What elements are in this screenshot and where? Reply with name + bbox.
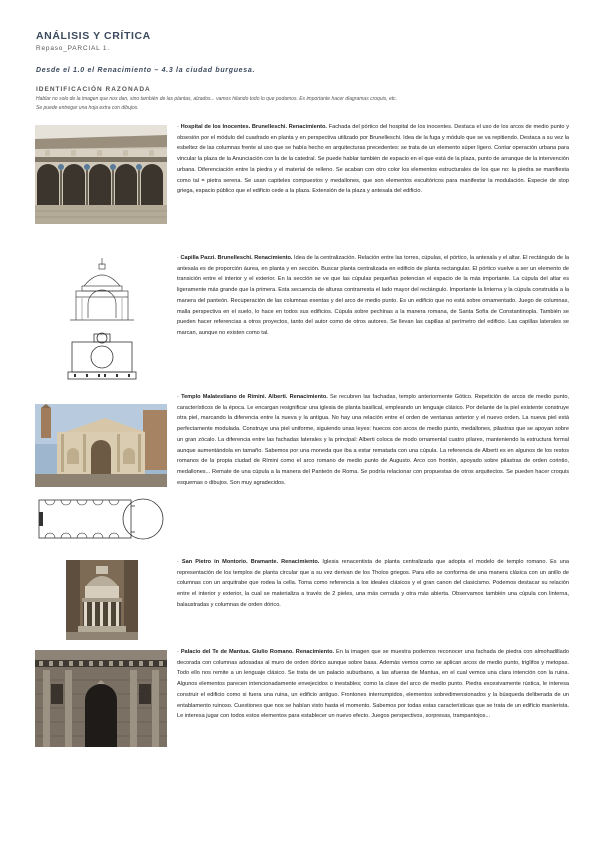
entry-text: Fachada del pórtico del hospital de los inocentes. Destaca el uso de los arcos de medio punto y obsesión por el módulo del cuadrado en planta y en perspectiva utilizado por Brunelleschi. Idea de la fuga y módulo que se va repitiendo. Destaca a su vez la esbeltez de las columnas frente al uso que se había hecho en arquitecturas precedentes: se trata de un elemento súper ligero. Contar operación urbana para vincular la plaza de la Anunciación con la de la catedral. Se puede hablar también de espacio en el que está de la plaza, punto de arranque de la intervención urbana. Diferenciación entre la piedra y el material de relleno. Se acaban con otro color los elementos estructurales de los que no: la piedra se manifiesta como tal = pietra serena. Se usan capiteles compuestos y medallones, que son elementos escultóricos para manifestar la modulación. Especie de stop griega, espacio público que el edificio cede a la plaza. Extensión de la plaza y antesala del edificio.: [177, 124, 570, 195]
entry-lead: Capilla Pazzi. Brunelleschi. Renacimiento.: [180, 255, 293, 261]
capilla-pazzi-section-drawing: [66, 256, 138, 326]
section-heading: Desde el 1.0 el Renacimiento – 4.3 la ciudad burguesa.: [36, 67, 256, 74]
capilla-pazzi-plan-drawing: [66, 330, 138, 382]
palacio-del-te-photo: [35, 650, 167, 747]
entry-text: En la imagen que se muestra podemos reconocer una fachada de piedra con almohadillado decorada con columnas adosadas al muro de orden dórico aunque sobre basa. Además vemos como se aplican arcos de medio punto, triglifos y metopas. Todo ello nos remite a un lenguaje clásico. Se trata de un palacio suburbano, a las afueras de Mantua, en el cual vemos una clara intención con la ruina. Algunos elementos parecen intencionadamente envejecidos o inestables; como la clave del arco de medio punto. Piedra excesivamente rústica, le interesa construir el edificio como si fuera una ruina, un edificio antiguo. Frontones interrumpidos, elementos sobredimensionados y la búsqueda deliberada de un entablamento ruinoso. Cuestiones que nos se habían visto hasta el momento. Sabemos por todas estas características que se trata de un edificio manierista. Le interesa jugar con todos estos elementos para establecer un nuevo efecto. Juegos perspectivos, sorpresas, trampantojos...: [177, 649, 569, 720]
entry-templo-malatestiano: · Templo Malatestiano de Rímini. Alberti. Renacimiento. Se recubren las fachadas, templo anteriormente Gótico. Repetición de arcos de medio punto, característicos de la época. Le encargan resignificar una iglesia de planta basilical, empleando un lenguaje clásico. Por delante de la piel existente construye otra piel, marcando la diferencia entre la nueva y la antigua. No hay una relación entre el orden de ventanas anterior y el nuevo orden. La nueva piel está perfectamente modulada. Construye una piel uniforme, siguiendo unas leyes: huecos con arcos de medio punto, medallones, pilastras que se apoyan sobre un gran zócalo. La diferencia entre las fachadas laterales y la principal: Alberti coloca de modo ornamental cuatro pilares, manteniendo la estructura formal aunque aumentándola en tamaño. Sabemos por una moneda que iba a estar rematada con una cúpula. La referencia de Alberti es en algunos de los restos romanos de la propia ciudad de Rímini como el arco romano de medio punto de Augusto. Arco con frontón, apoyado sobre pilastras de orden corintio, medallones... Remate de una cúpula a la manera del Panteón de Roma. Se podría relacionar con propuestas de otros arquitectos. Se pueden hacer croquis esquemas o dibujos. Son muy agradecidos.: [177, 394, 569, 486]
method-heading: IDENTIFICACIÓN RAZONADA: [36, 86, 151, 93]
entry-lead: Templo Malatestiano de Rímini. Alberti. Renacimiento.: [181, 394, 328, 400]
entry-lead: Palacio del Te de Mantua. Giulio Romano. Renacimiento.: [180, 649, 335, 655]
templo-malatestiano-photo: [35, 404, 167, 487]
entry-palacio-del-te: · Palacio del Te de Mantua. Giulio Romano. Renacimiento. En la imagen que se muestra podemos reconocer una fachada de piedra con almohadillado decorada con columnas adosadas al muro de orden dórico aunque sobre basa. Además vemos como se aplican arcos de medio punto, triglifos y metopas. Todo ello nos remite a un lenguaje clásico. Se trata de un palacio suburbano, a las afueras de Mantua, en el cual vemos una clara intención con la ruina. Algunos elementos parecen intencionadamente envejecidos o inestables; como la clave del arco de medio punto. Piedra excesivamente rústica, le interesa construir el edificio como si fuera una ruina, un edificio antiguo. Frontones interrumpidos, elementos sobredimensionados y la búsqueda deliberada de un entablamento ruinoso. Cuestiones que nos se habían visto hasta el momento. Sabemos por todas estas características que se trata de un edificio manierista. Le interesa jugar con todos estos elementos para establecer un nuevo efecto. Juegos perspectivos, sorpresas, trampantojos...: [177, 649, 569, 720]
page-subtitle: Repaso_PARCIAL 1.: [36, 45, 110, 52]
entry-hospital-inocentes: · Hospital de los Inocentes. Brunelleschi. Renacimiento. Fachada del pórtico del hospital de los inocentes. Destaca el uso de los arcos de medio punto y obsesión por el módulo del cuadrado en planta y en perspectiva utilizado por Brunelleschi. Idea de la fuga y módulo que se va repitiendo. Destaca a su vez la esbeltez de las columnas frente al uso que se había hecho en arquitecturas precedentes: se trata de un elemento súper ligero. Contar operación urbana para vincular la plaza de la Anunciación con la de la catedral. Se puede hablar también de espacio en el que está de la plaza, punto de arranque de la intervención urbana. Diferenciación entre la piedra y el material de relleno. Se acaban con otro color los elementos estructurales de los que no: la piedra se manifiesta como tal = pietra serena. Se usan capiteles compuestos y medallones, que son elementos escultóricos para manifestar la modulación. Especie de stop griega, espacio público que el edificio cede a la plaza. Extensión de la plaza y antesala del edificio.: [177, 124, 570, 195]
entry-text: Iglesia renacentista de planta centralizada que adopta el modelo de templo romano. Es una representación de los templos de planta circular que a su vez derivan de los Tholos griegos. Para ello se conforma de una manera clásica con un anillo de columnas con un arquitrabe que rodea la cella. Toma como referencia a los ideales clásicos y el gran canon del clasicismo. Podemos destacar su relación entre el interior y exterior, la cual se materializa a través de 2 pieles, una más cerrada y otra más abierta. Observamos también una cúpula con linterna, balaustradas y columnas de orden dórico.: [177, 559, 570, 608]
entry-san-pietro-montorio: · San Pietro in Montorio. Bramante. Renacimiento. Iglesia renacentista de planta centralizada que adopta el modelo de templo romano. Es una representación de los templos de planta circular que a su vez derivan de los Tholos griegos. Para ello se conforma de una manera clásica con un anillo de columnas con un arquitrabe que rodea la cella. Toma como referencia a los ideales clásicos y el gran canon del clasicismo. Podemos destacar su relación entre el interior y exterior, la cual se materializa a través de 2 pieles, una más cerrada y otra más abierta. Observamos también una cúpula con linterna, balaustradas y columnas de orden dórico.: [177, 559, 570, 608]
method-note: Se puede entregar una hoja extra con dibujos.: [36, 105, 139, 111]
entry-lead: San Pietro in Montorio. Bramante. Renacimiento.: [181, 559, 320, 565]
entry-capilla-pazzi: · Capilla Pazzi. Brunelleschi. Renacimiento. Idea de la centralización. Relación entre las torres, cúpulas, el pórtico, la antesala y el altar. El rectángulo de la antesala es de proporción áurea, en planta y en sección. Buscar planta centralizada en edificio de planta rectangular. El pórtico vuelve a ser un elemento de transición entre el interior y el exterior. En la sección se ve que las cúpulas pequeñas potencian el espacio de la más importante. La cúpula del altar es ligeramente más grande que la primera. Esta secuencia de alturas contrarresta el lado mayor del rectángulo. Importante la linterna y la cúpula construida a la manera del panteón. Recuperación de las columnas exentas y del arco de medio punto. Es un edificio que no está sobre ornamentado. Juego de columnas, malla perspectiva en el suelo, lo hace en todos sus edificios. Cúpula sobre pechinas a la manera romana, de Santa Sofía de Constantinopla. También se pueden hacer referencias a otros proyectos, tanto del autor como de otros autores. Se llevan las capillas al perímetro del edificio. Las capillas laterales se marcan, aunque no existen como tal.: [177, 255, 569, 336]
entry-text: Se recubren las fachadas, templo anteriormente Gótico. Repetición de arcos de medio punto, característicos de la época. Le encargan resignificar una iglesia de planta basilical, empleando un lenguaje clásico. Por delante de la piel existente construye otra piel, marcando la diferencia entre la nueva y la antigua. No hay una relación entre el orden de ventanas anterior y el nuevo orden. La nueva piel está perfectamente modulada. Construye una piel uniforme, siguiendo unas leyes: huecos con arcos de medio punto, medallones, pilastras que se apoyan sobre un gran zócalo. La diferencia entre las fachadas laterales y la principal: Alberti coloca de modo ornamental cuatro pilares, manteniendo la estructura formal aunque aumentándola en tamaño. Sabemos por una moneda que iba a estar rematada con una cúpula. La referencia de Alberti es en algunos de los restos romanos de la propia ciudad de Rímini como el arco romano de medio punto de Augusto. Arco con frontón, apoyado sobre pilastras de orden corintio, medallones... Remate de una cúpula a la manera del Panteón de Roma. Se podría relacionar con propuestas de otros arquitectos. Se pueden hacer croquis esquemas o dibujos. Son muy agradecidos.: [177, 394, 569, 486]
page-title: ANÁLISIS Y CRÍTICA: [36, 30, 151, 42]
entry-text: Idea de la centralización. Relación entre las torres, cúpulas, el pórtico, la antesala y el altar. El rectángulo de la antesala es de proporción áurea, en planta y en sección. Buscar planta centralizada en edificio de planta rectangular. El pórtico vuelve a ser un elemento de transición entre el interior y el exterior. En la sección se ve que las cúpulas pequeñas potencian el espacio de la más importante. La cúpula del altar es ligeramente más grande que la primera. Esta secuencia de alturas contrarresta el lado mayor del rectángulo. Importante la linterna y la cúpula construida a la manera del panteón. Recuperación de las columnas exentas y del arco de medio punto. Es un edificio que no está sobre ornamentado. Juego de columnas, malla perspectiva en el suelo, lo hace en todos sus edificios. Cúpula sobre pechinas a la manera romana, de Santa Sofía de Constantinopla. También se pueden hacer referencias a otros proyectos, tanto del autor como de otros autores. Se llevan las capillas al perímetro del edificio. Las capillas laterales se marcan, aunque no existen como tal.: [177, 255, 569, 336]
entry-lead: Hospital de los Inocentes. Brunelleschi. Renacimiento.: [180, 124, 327, 130]
method-note: Hablar no solo de la imagen que nos dan, sino también de las plantas, alzados... vamos hilando todo lo que podamos. Es importante hacer diagramas croquis, etc.: [36, 96, 398, 102]
templo-malatestiano-plan-drawing: [35, 492, 167, 546]
hospital-inocentes-photo: [35, 125, 167, 224]
san-pietro-montorio-photo: [66, 560, 138, 640]
